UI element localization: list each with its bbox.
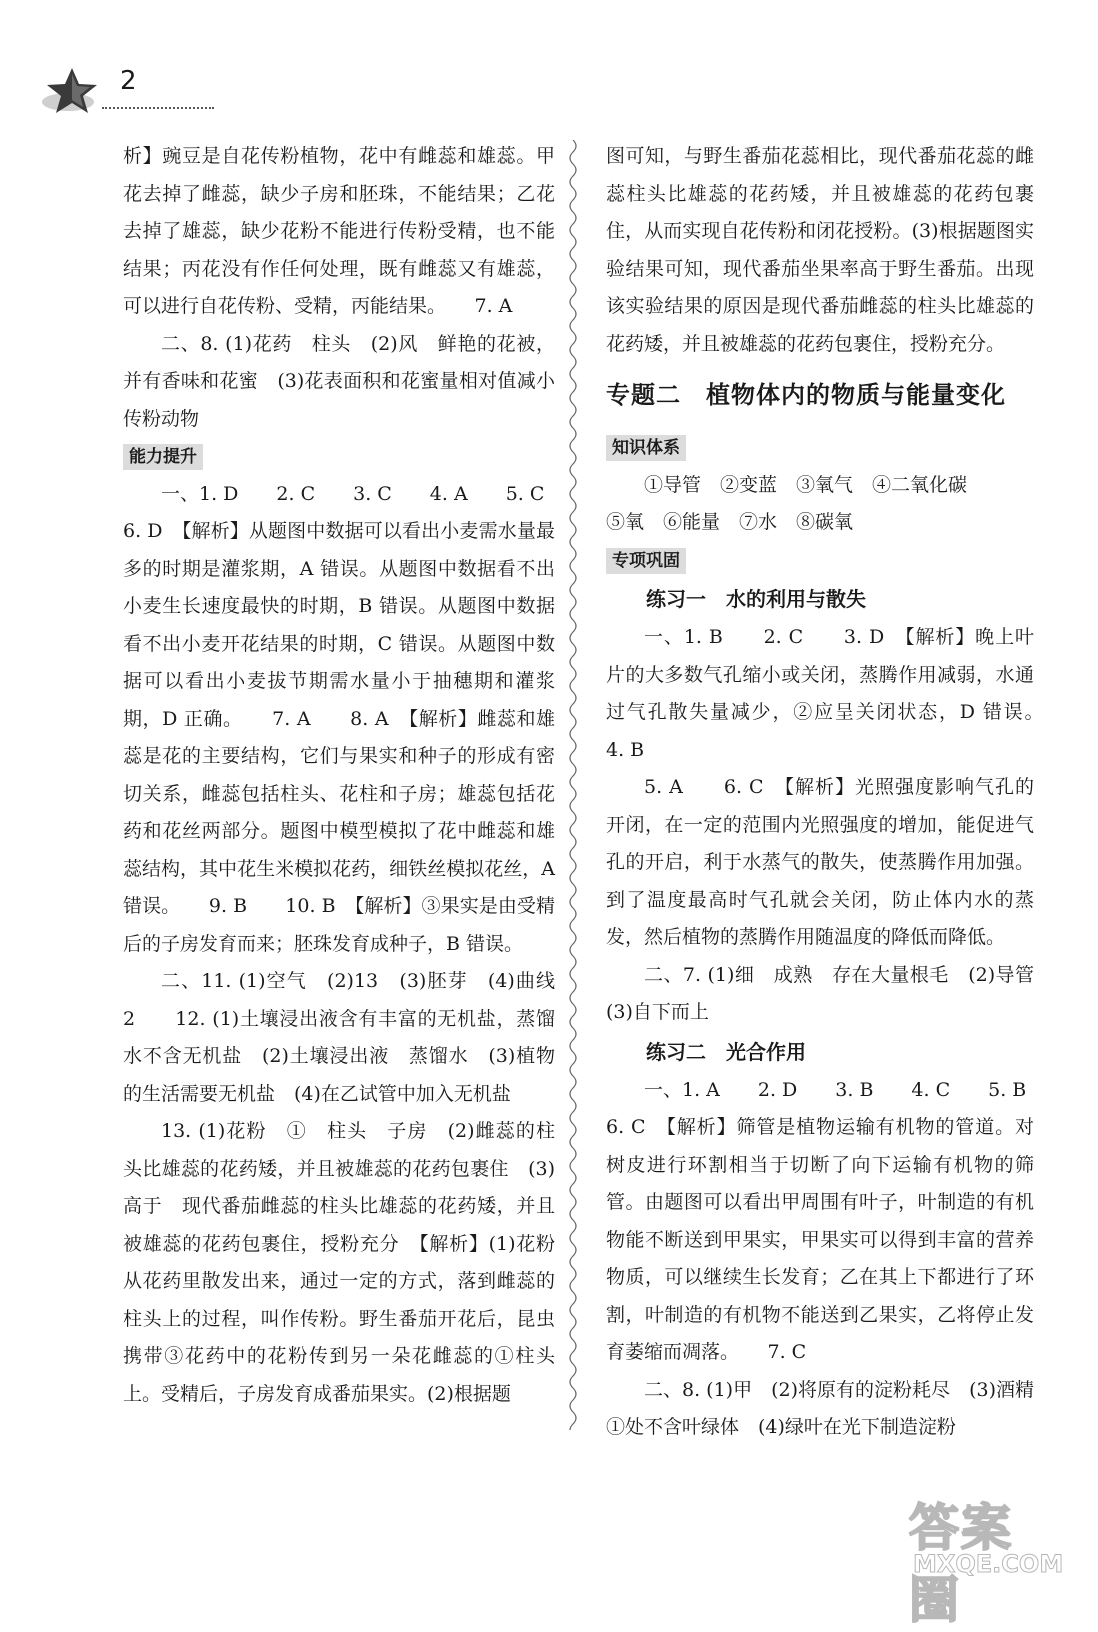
answer-paragraph: ①导管 ②变蓝 ③氧气 ④二氧化碳: [644, 473, 968, 496]
column-divider: [566, 140, 580, 1430]
answer-paragraph: 二、8. (1)甲 (2)将原有的淀粉耗尽 (3)酒精 ①处不含叶绿体 (4)绿叶在光下制造淀粉: [606, 1378, 1054, 1438]
right-column: [606, 138, 1073, 1447]
section-tag-row: [123, 438, 555, 476]
watermark-text: 答案圈: [909, 1499, 1013, 1629]
answer-paragraph: 二、11. (1)空气 (2)13 (3)胚芽 (4)曲线 2 12. (1)土壤浸出液含有丰富的无机盐，蒸馏水不含无机盐 (2)土壤浸出液 蒸馏水 (3)植物的生活需要无机盐 (4)在乙试管中加入无机盐: [123, 970, 555, 1105]
exercise-heading: 练习一 水的利用与散失: [646, 587, 866, 611]
page-number: 2: [120, 66, 137, 96]
section-tag: 能力提升: [123, 444, 203, 470]
answer-paragraph: 13. (1)花粉 ① 柱头 子房 (2)雌蕊的柱头比雄蕊的花药矮，并且被雄蕊的花药包裹住 (3)高于 现代番茄雌蕊的柱头比雄蕊的花药矮，并且被雄蕊的花药包裹住，授粉充分 【解析】(1)花粉从花药里散发出来，通过一定的方式，落到雌蕊的柱头上的过程，叫作传粉。野生番茄开花后，昆虫携带③花药中的花粉传到另一朵花雌蕊的①柱头上。受精后，子房发育成番茄果实。(2)根据题: [123, 1120, 555, 1405]
star-icon: [40, 66, 110, 116]
topic-heading: 专题二 植物体内的物质与能量变化: [606, 381, 1006, 409]
page-header: [40, 66, 200, 116]
answer-paragraph: 一、1. A 2. D 3. B 4. C 5. B: [644, 1078, 1027, 1101]
left-column: [123, 138, 575, 1413]
section-tag-row: [606, 429, 1034, 467]
watermark-logo: [905, 1488, 1064, 1629]
answer-paragraph: 一、1. B 2. C 3. D 【解析】晚上叶片的大多数气孔缩小或关闭，蒸腾作用减弱，水通过气孔散失量减少，②应呈关闭状态，D 错误。 4. B: [606, 626, 1073, 761]
answer-paragraph: 6. C 【解析】筛管是植物运输有机物的管道。对树皮进行环割相当于切断了向下运输有机物的筛管。由题图可以看出甲周围有叶子，叶制造的有机物能不断送到甲果实，甲果实可以得到丰富的营养物质，可以继续生长发育；乙在其上下都进行了环割，叶制造的有机物不能送到乙果实，乙将停止发育萎缩而凋落。 7. C: [606, 1116, 1034, 1363]
exercise-heading: 练习二 光合作用: [646, 1039, 806, 1064]
section-tag: 知识体系: [606, 435, 686, 461]
section-tag-row: [606, 542, 1034, 580]
header-rule: [102, 107, 214, 109]
answer-paragraph: 6. D 【解析】从题图中数据可以看出小麦需水量最多的时期是灌浆期，A 错误。从题图中数据看不出小麦生长速度最快的时期，B 错误。从题图中数据看不出小麦开花结果的时期，C 错误。从题图中数据可以看出小麦拔节期需水量小于抽穗期和灌浆期，D 正确。 7. A 8. A 【解析】雌蕊和雄蕊是花的主要结构，它们与果实和种子的形成有密切关系，雌蕊包括柱头、花柱和子房；雄蕊包括花药和花丝两部分。题图中模型模拟了花中雌蕊和雄蕊结构，其中花生米模拟花药，细铁丝模拟花丝，A 错误。 9. B 10. B 【解析】③果实是由受精后的子房发育而来；胚珠发育成种子，B 错误。: [123, 520, 555, 955]
answer-paragraph: 图可知，与野生番茄花蕊相比，现代番茄花蕊的雌蕊柱头比雄蕊的花药矮，并且被雄蕊的花药包裹住，从而实现自花传粉和闭花授粉。(3)根据题图实验结果可知，现代番茄坐果率高于野生番茄。出现该实验结果的原因是现代番茄雌蕊的柱头比雄蕊的花药矮，并且被雄蕊的花药包裹住，授粉充分。: [606, 145, 1034, 355]
answer-paragraph: ⑤氧 ⑥能量 ⑦水 ⑧碳氧: [606, 511, 854, 533]
watermark-url: MXQE.COM: [913, 1550, 1064, 1578]
answer-paragraph: 析】豌豆是自花传粉植物，花中有雌蕊和雄蕊。甲花去掉了雌蕊，缺少子房和胚珠，不能结果；乙花去掉了雄蕊，缺少花粉不能进行传粉受精，也不能结果；丙花没有作任何处理，既有雌蕊又有雄蕊，可以进行自花传粉、受精，丙能结果。 7. A: [123, 145, 555, 317]
answer-paragraph: 二、7. (1)细 成熟 存在大量根毛 (2)导管 (3)自下而上: [606, 963, 1054, 1023]
answer-paragraph: 5. A 6. C 【解析】光照强度影响气孔的开闭，在一定的范围内光照强度的增加，能促进气孔的开启，利于水蒸气的散失，使蒸腾作用加强。到了温度最高时气孔就会关闭，防止体内水的蒸发，然后植物的蒸腾作用随温度的降低而降低。: [606, 776, 1034, 948]
section-tag: 专项巩固: [606, 548, 686, 574]
answer-paragraph: 二、8. (1)花药 柱头 (2)风 鲜艳的花被，并有香味和花蜜 (3)花表面积和花蜜量相对值减小 传粉动物: [123, 332, 575, 430]
answer-paragraph: 一、1. D 2. C 3. C 4. A 5. C: [161, 482, 545, 505]
